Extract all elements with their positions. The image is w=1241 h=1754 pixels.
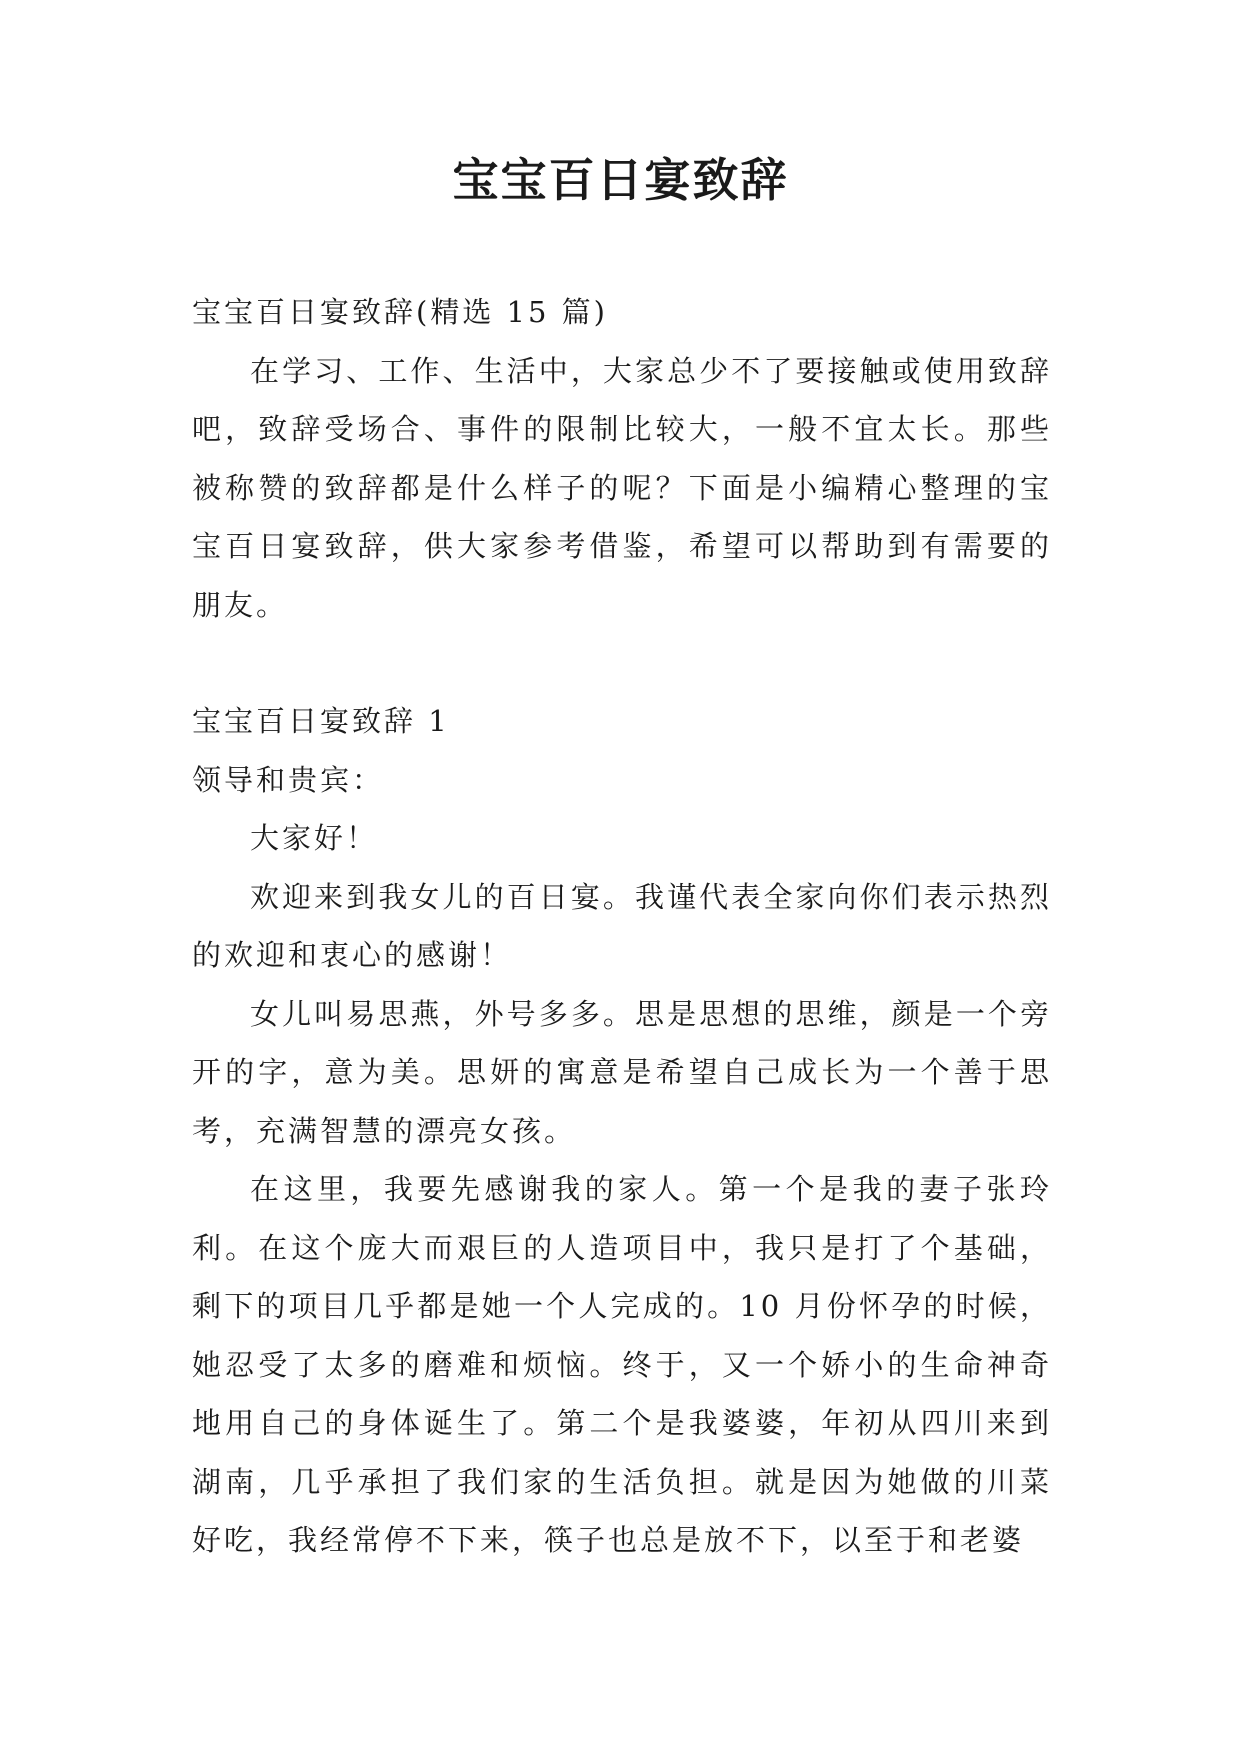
- intro-paragraph: 在学习、工作、生活中，大家总少不了要接触或使用致辞吧，致辞受场合、事件的限制比较大，一般不宜太长。那些被称赞的致辞都是什么样子的呢？下面是小编精心整理的宝宝百日宴致辞，供大家参考借鉴，希望可以帮助到有需要的朋友。: [192, 353, 1052, 622]
- salutation: 领导和贵宾：: [192, 762, 385, 797]
- section-heading: 宝宝百日宴致辞 1: [192, 704, 450, 738]
- document-title: 宝宝百日宴致辞: [452, 153, 789, 207]
- greeting: 大家好！: [250, 821, 379, 855]
- body-paragraph: 女儿叫易思燕，外号多多。思是思想的思维，颜是一个旁开的字，意为美。思妍的寓意是希望自己成长为一个善于思考，充满智慧的漂亮女孩。: [192, 996, 1052, 1148]
- body-paragraph: 在这里，我要先感谢我的家人。第一个是我的妻子张玲利。在这个庞大而艰巨的人造项目中，我只是打了个基础，剩下的项目几乎都是她一个人完成的。10 月份怀孕的时候，她忍受了太多的磨难和烦恼。终于，又一个娇小的生命神奇地用自己的身体诞生了。第二个是我婆婆，年初从四川来到湖南，几乎承担了我们家的生活负担。就是因为她做的川菜好吃，我经常停不下来，筷子也总是放不下，以至于和老婆: [192, 1172, 1052, 1557]
- document-body: [192, 283, 1052, 1570]
- document-subtitle: 宝宝百日宴致辞(精选 15 篇): [192, 295, 608, 329]
- section-spacer: [192, 634, 1052, 692]
- body-paragraph: 欢迎来到我女儿的百日宴。我谨代表全家向你们表示热烈的欢迎和衷心的感谢！: [192, 879, 1052, 972]
